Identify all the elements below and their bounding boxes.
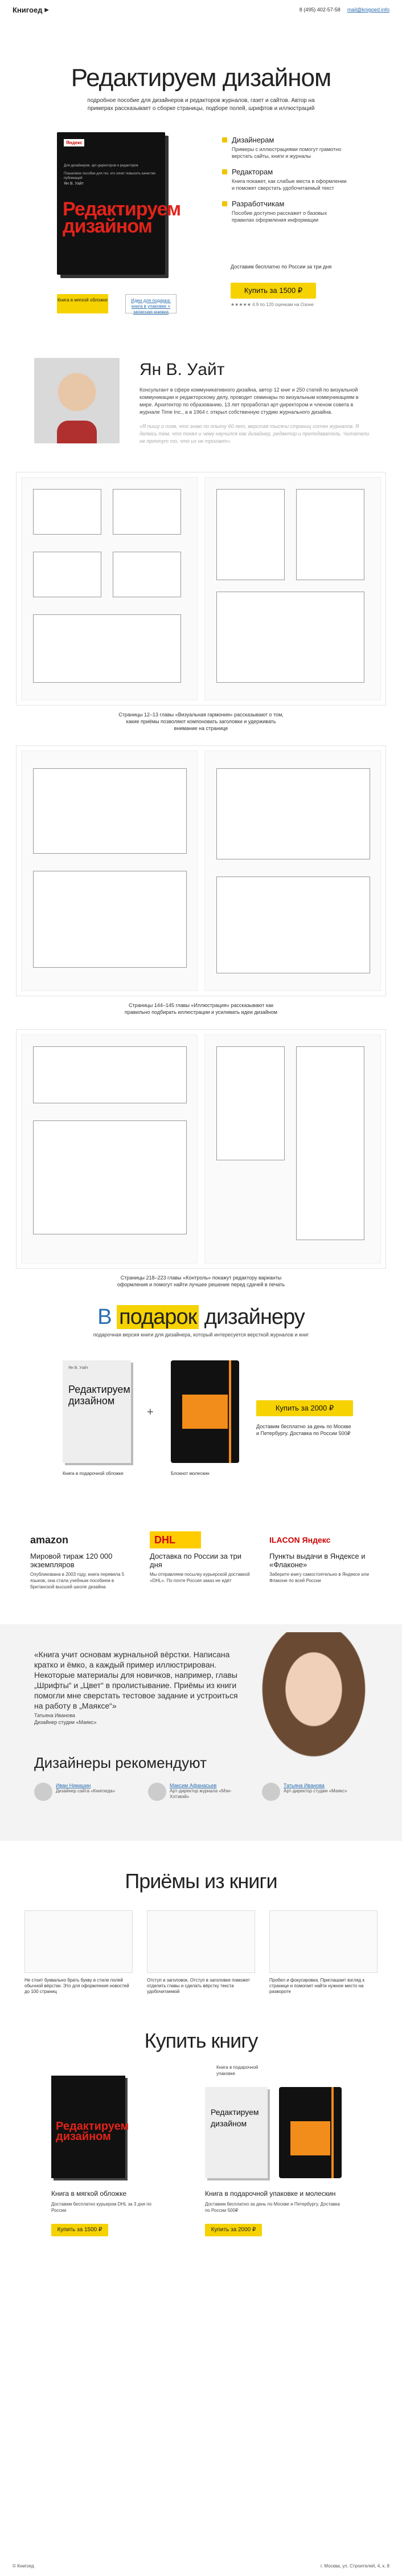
recommend-role: Дизайнер сайта «Книгоеда» xyxy=(56,1788,116,1794)
buy-button[interactable]: Купить за 1500 ₽ xyxy=(231,283,316,299)
illustration xyxy=(33,1046,187,1103)
audience-list xyxy=(222,136,347,231)
partners xyxy=(30,1531,372,1590)
footer-copyright: © Книгоед xyxy=(13,2563,34,2569)
play-icon: ▶ xyxy=(44,6,49,13)
illustration xyxy=(33,768,187,854)
partner-amazon xyxy=(30,1531,133,1590)
spread-caption: Страницы 12–13 главы «Визуальная гармония» рассказывают о том, какие приёмы позволяют компоновать заголовки и удерживать внимание на странице xyxy=(118,712,284,731)
trick-illustration xyxy=(147,1910,255,1973)
logo[interactable] xyxy=(13,6,48,14)
spread-caption: Страницы 144–145 главы «Иллюстрация» рассказывают как правильно подбирать иллюстрации и усиливать идеи дизайном xyxy=(125,1002,277,1015)
author-bio: Консультант в сфере коммуникативного дизайна, автор 12 книг и 250 статей по визуальной коммуникации и редакторскому делу, проводит семинары по визуальным коммуникациям в мире. Архитектор по образованию, 13 лет проработал арт-директором и членом совета в журнале Time Inc., а в 1964 г. открыл собственную студию журнального дизайна. xyxy=(140,387,359,415)
illustration xyxy=(216,489,285,580)
testimonial-quote: «Книга учит основам журнальной вёрстки. Написана кратко и ёмко, а каждый пример иллюстрирован. Некоторые материалы для новичков, например, главы „Шрифты“ и „Цвет“ в пролистывание. Приёмы из книги помогли мне сверстать тестовое задание и устроиться на работу в „Маяксе“» xyxy=(34,1650,238,1710)
trick-item xyxy=(269,1910,378,1995)
testimonial-section xyxy=(0,1624,402,1841)
recommend-item xyxy=(262,1783,359,1801)
avatar xyxy=(262,1783,280,1801)
audience-text: Книга покажет, как слабые места в оформлении и поможет сверстать удобочитаемый текст xyxy=(232,178,347,191)
partner-heading: Пункты выдачи в Яндексе и «Флаконе» xyxy=(269,1552,366,1569)
version-tabs xyxy=(57,294,177,313)
gift-buy-button[interactable]: Купить за 2000 ₽ xyxy=(256,1400,353,1416)
phone: 8 (495) 402-57-58 xyxy=(299,7,341,13)
partner-dhl xyxy=(150,1531,252,1590)
spread-page-left xyxy=(21,1034,198,1263)
author-section xyxy=(0,352,402,472)
gift-title-post: дизайнеру xyxy=(204,1305,305,1329)
moleskine-notebook xyxy=(171,1360,239,1463)
recommend-name[interactable]: Татьяна Иванова xyxy=(284,1783,325,1788)
illustration xyxy=(113,489,181,535)
audience-heading: Разработчикам xyxy=(232,199,285,208)
illustration xyxy=(33,871,187,968)
recommend-title: Дизайнеры рекомендуют xyxy=(34,1754,207,1771)
avatar xyxy=(148,1783,166,1801)
softcover-heading: Книга в мягкой обложке xyxy=(51,2190,127,2198)
gift-book-author: Ян В. Уайт xyxy=(68,1366,88,1370)
trick-text: Пробел и фокусировка. Приглашает взгляд к странице и помогает найти нужное место на развороте xyxy=(269,1978,365,1994)
audience-text: Примеры с иллюстрациями помогут грамотно верстать сайты, книги и журналы xyxy=(232,146,342,159)
recommend-role: Арт-директор журнала «Мэн-Хэтэвэй» xyxy=(170,1788,232,1799)
rating: ★★★★★ 4.9 по 120 оценкам на Озоне xyxy=(231,302,314,307)
tab-gift[interactable]: Идеи для подарка: книга в упаковке + записная книжка xyxy=(125,294,177,313)
spread-page-left xyxy=(21,751,198,991)
gift-book-title: Редактируем дизайном xyxy=(68,1384,130,1407)
notebook-band xyxy=(290,2121,330,2155)
gift-pack-notebook xyxy=(279,2087,342,2178)
gift-pack-book xyxy=(205,2087,268,2178)
recommend-name[interactable]: Иван Никишин xyxy=(56,1783,91,1788)
trick-item xyxy=(147,1910,255,1995)
audience-item xyxy=(222,136,347,160)
contacts xyxy=(300,7,389,13)
footer xyxy=(0,2555,402,2576)
book-subtitle: Пошаговое пособие для тех, кто хочет повысить качество публикаций xyxy=(64,172,156,180)
notebook-band xyxy=(182,1395,228,1429)
book-cover xyxy=(57,132,181,275)
hero-section xyxy=(0,113,402,341)
illustration xyxy=(296,1046,364,1240)
partner-text: Опубликована в 2003 году, книга перевела 5 языков, она стала учебным пособием в британской высшей школе дизайна xyxy=(30,1572,125,1589)
gift-pack-buy-button[interactable]: Купить за 2000 ₽ xyxy=(205,2224,262,2236)
illustration xyxy=(296,489,364,580)
recommend-item xyxy=(148,1783,245,1801)
spread-page-left xyxy=(21,477,198,700)
notebook-strap xyxy=(331,2087,334,2178)
recommend-name[interactable]: Максим Афанасьев xyxy=(170,1783,217,1788)
lead-text: подробное пособие для дизайнеров и редакторов журналов, газет и сайтов. Автор на примерах рассказывает о сборке страницы, подборе полей, шрифтов и иллюстраций xyxy=(87,97,315,112)
author-name: Ян В. Уайт xyxy=(140,360,225,379)
book-spread xyxy=(16,472,386,706)
illustration xyxy=(216,768,370,859)
gift-pack-book-title: Редактируем дизайном xyxy=(211,2108,259,2128)
softcover-book-title: Редактируем дизайном xyxy=(56,2120,129,2143)
book-series: Для дизайнеров, арт-директоров и редакторов xyxy=(64,164,138,168)
gift-subtitle: подарочная версия книги для дизайнера, который интересуется версткой журналов и книг xyxy=(93,1332,309,1338)
partner-text: Мы отправляем посылку курьерской доставкой «DHL». По почте Россия заказ не идёт xyxy=(150,1572,250,1583)
illustration xyxy=(33,552,101,597)
illustration xyxy=(216,1046,285,1160)
gift-pack-label: Книга в подарочной упаковке xyxy=(216,2065,259,2076)
audience-item xyxy=(222,199,347,223)
recommend-role: Арт-директор студии «Маякс» xyxy=(284,1788,347,1794)
bullet-icon xyxy=(222,137,227,142)
spread-page-right xyxy=(204,477,381,700)
softcover-buy-button[interactable]: Купить за 1500 ₽ xyxy=(51,2224,108,2236)
notebook-caption: Блокнот молескин xyxy=(171,1471,210,1476)
gift-pack-text: Доставим бесплатно за день по Москве и Петербургу. Доставка по России 500₽ xyxy=(205,2202,340,2213)
book-spread xyxy=(16,745,386,996)
testimonial-photo xyxy=(248,1632,379,1775)
softcover-text: Доставим бесплатно курьером DHL за 3 дня по России xyxy=(51,2202,151,2213)
spread-page-right xyxy=(204,751,381,991)
illustration xyxy=(113,552,181,597)
gift-title xyxy=(0,1305,402,1330)
tricks-title: Приёмы из книги xyxy=(125,1869,277,1893)
trick-item xyxy=(24,1910,133,1995)
yandex-logo: ILACON Яндекс xyxy=(269,1535,331,1544)
testimonial-author-name: Татьяна Иванова xyxy=(34,1713,75,1718)
book-cover-title: Редактируем дизайном xyxy=(63,198,181,237)
author-quote: «Я пишу о том, что знаю по опыту 60 лет, верстая тысячи страниц сотен журналов. Я делюсь тем, что понял и чему научился как дизайнер, редактор и преподаватель. Читатели не прочтут то, что их не трогает». xyxy=(140,423,370,444)
delivery-note: Доставим бесплатно по России за три дня xyxy=(231,264,332,270)
trick-text: Не стоит буквально брать букву в стиле полей обычной вёрстки. Это для оформления новостей до 100 страниц xyxy=(24,1978,129,1994)
recommend-list xyxy=(34,1783,359,1801)
tricks-list xyxy=(24,1910,378,1995)
illustration xyxy=(216,592,364,683)
audience-heading: Редакторам xyxy=(232,168,273,176)
testimonial-author-role: Дизайнер студии «Маякс» xyxy=(34,1719,97,1725)
book-spread xyxy=(16,1029,386,1269)
gift-title-pre: В xyxy=(97,1305,112,1329)
tab-softcover[interactable]: Книга в мягкой обложке xyxy=(57,294,108,313)
illustration xyxy=(33,1120,187,1234)
dhl-logo: DHL xyxy=(150,1531,201,1548)
illustration xyxy=(33,489,101,535)
trick-illustration xyxy=(24,1910,133,1973)
illustration xyxy=(216,877,370,973)
avatar xyxy=(34,1783,52,1801)
buy-title: Купить книгу xyxy=(144,2029,258,2052)
audience-heading: Дизайнерам xyxy=(232,136,274,144)
page-title: Редактируем дизайном xyxy=(71,64,331,92)
publisher-logo: Яндекс xyxy=(64,139,84,146)
plus-icon: + xyxy=(147,1406,154,1419)
testimonial-author xyxy=(34,1712,97,1726)
book-author: Ян В. Уайт xyxy=(64,182,84,186)
logo-text: Книгоед xyxy=(13,5,43,14)
partner-yandex xyxy=(269,1531,372,1590)
gift-title-highlight: подарок xyxy=(117,1305,199,1329)
softcover-book xyxy=(51,2076,129,2178)
gift-delivery-note: Доставим бесплатно за день по Москве и Петербургу. Доставка по России 500₽ xyxy=(256,1424,351,1436)
bullet-icon xyxy=(222,201,227,206)
gift-book xyxy=(63,1360,131,1463)
email-link[interactable]: mail@knigoed.info xyxy=(347,7,389,13)
buy-section xyxy=(0,2053,402,2292)
spread-page-right xyxy=(204,1034,381,1263)
gift-section xyxy=(0,1338,402,1509)
top-bar xyxy=(0,0,402,19)
partner-heading: Мировой тираж 120 000 экземпляров xyxy=(30,1552,113,1569)
recommend-item xyxy=(34,1783,131,1801)
audience-item xyxy=(222,168,347,191)
notebook-strap xyxy=(229,1360,231,1463)
bullet-icon xyxy=(222,169,227,174)
trick-text: Отступ и заголовок. Отступ в заголовке поможет отделить главы и сделать вёрстку текста удобочитаемой xyxy=(147,1978,250,1994)
trick-illustration xyxy=(269,1910,378,1973)
illustration xyxy=(33,614,181,683)
partner-heading: Доставка по России за три дня xyxy=(150,1552,242,1569)
audience-text: Пособие доступно расскажет о базовых правилах оформления информации xyxy=(232,210,327,223)
amazon-logo: amazon xyxy=(30,1534,69,1546)
partner-text: Заберите книгу самостоятельно в Яндексе или Флаконе по всей России xyxy=(269,1572,370,1583)
footer-address: г. Москва, ул. Строителей, 4, к. 8 xyxy=(321,2563,389,2569)
gift-book-caption: Книга в подарочной обложке xyxy=(63,1471,124,1476)
author-photo xyxy=(34,358,120,443)
spread-caption: Страницы 218–223 главы «Контроль» покажут редактору варианты оформления и помогут найти лучшее решение перед сдачей в печать xyxy=(117,1275,285,1287)
gift-pack-heading: Книга в подарочной упаковке и молескин xyxy=(205,2190,336,2198)
